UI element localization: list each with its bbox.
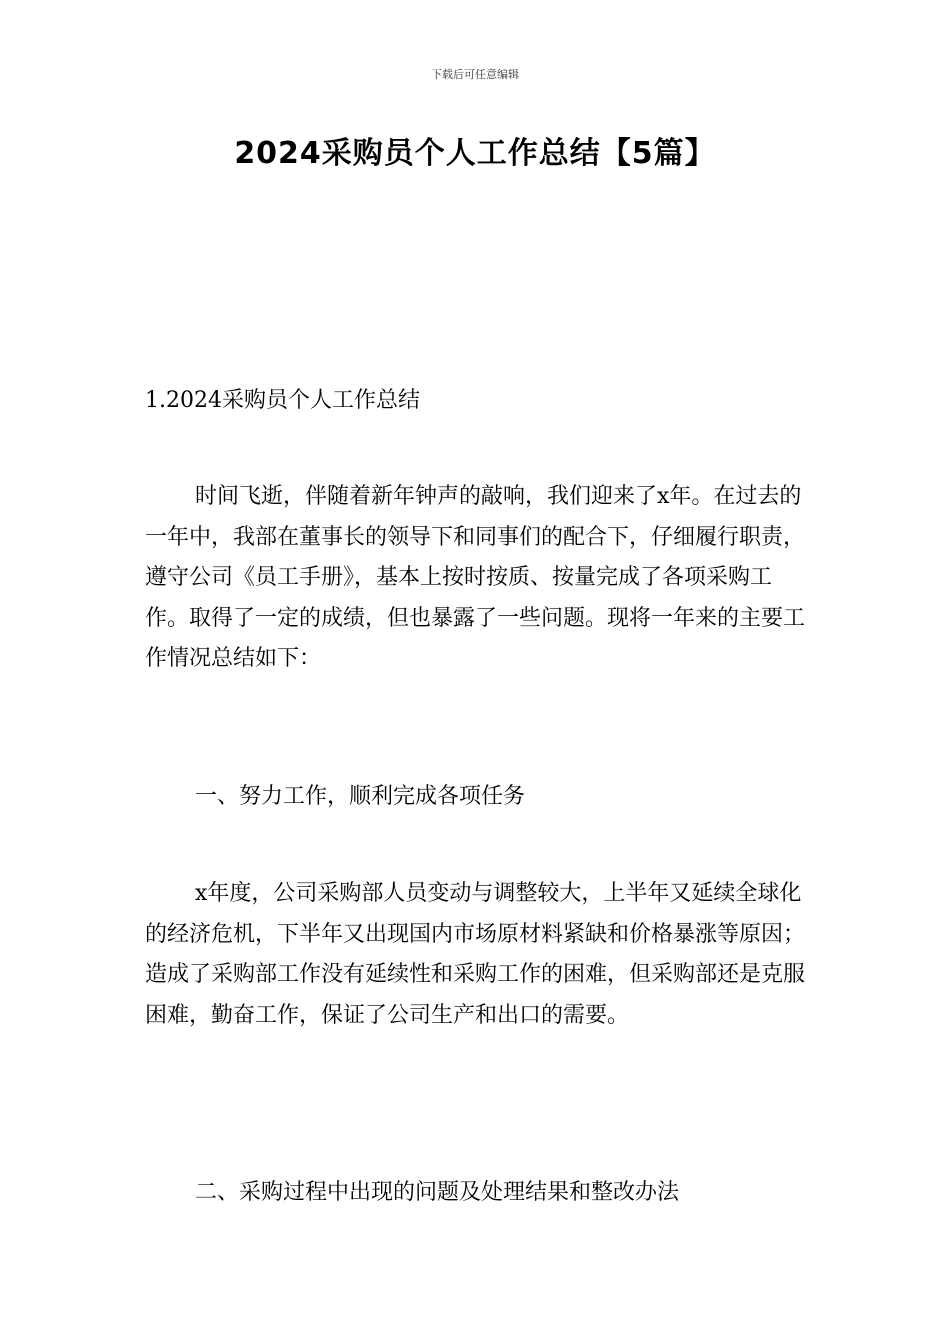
header-note: 下载后可任意编辑 (431, 68, 519, 81)
paragraph-work-summary: x年度，公司采购部人员变动与调整较大，上半年又延续全球化的经济危机，下半年又出现国内市场原材料紧缺和价格暴涨等原因；造成了采购部工作没有延续性和采购工作的困难，但采购部还是克服困难，勤奋工作，保证了公司生产和出口的需要。 (145, 881, 806, 1028)
paragraph-intro: 时间飞逝，伴随着新年钟声的敲响，我们迎来了x年。在过去的一年中，我部在董事长的领导下和同事们的配合下，仔细履行职责，遵守公司《员工手册》，基本上按时按质、按量完成了各项采购工作。取得了一定的成绩，但也暴露了一些问题。现将一年来的主要工作情况总结如下： (145, 484, 806, 671)
document-title: 2024采购员个人工作总结【5篇】 (234, 136, 716, 171)
heading-one: 一、努力工作，顺利完成各项任务 (195, 784, 526, 809)
heading-two: 二、采购过程中出现的问题及处理结果和整改办法 (195, 1180, 680, 1205)
section-heading: 1.2024采购员个人工作总结 (145, 388, 420, 413)
